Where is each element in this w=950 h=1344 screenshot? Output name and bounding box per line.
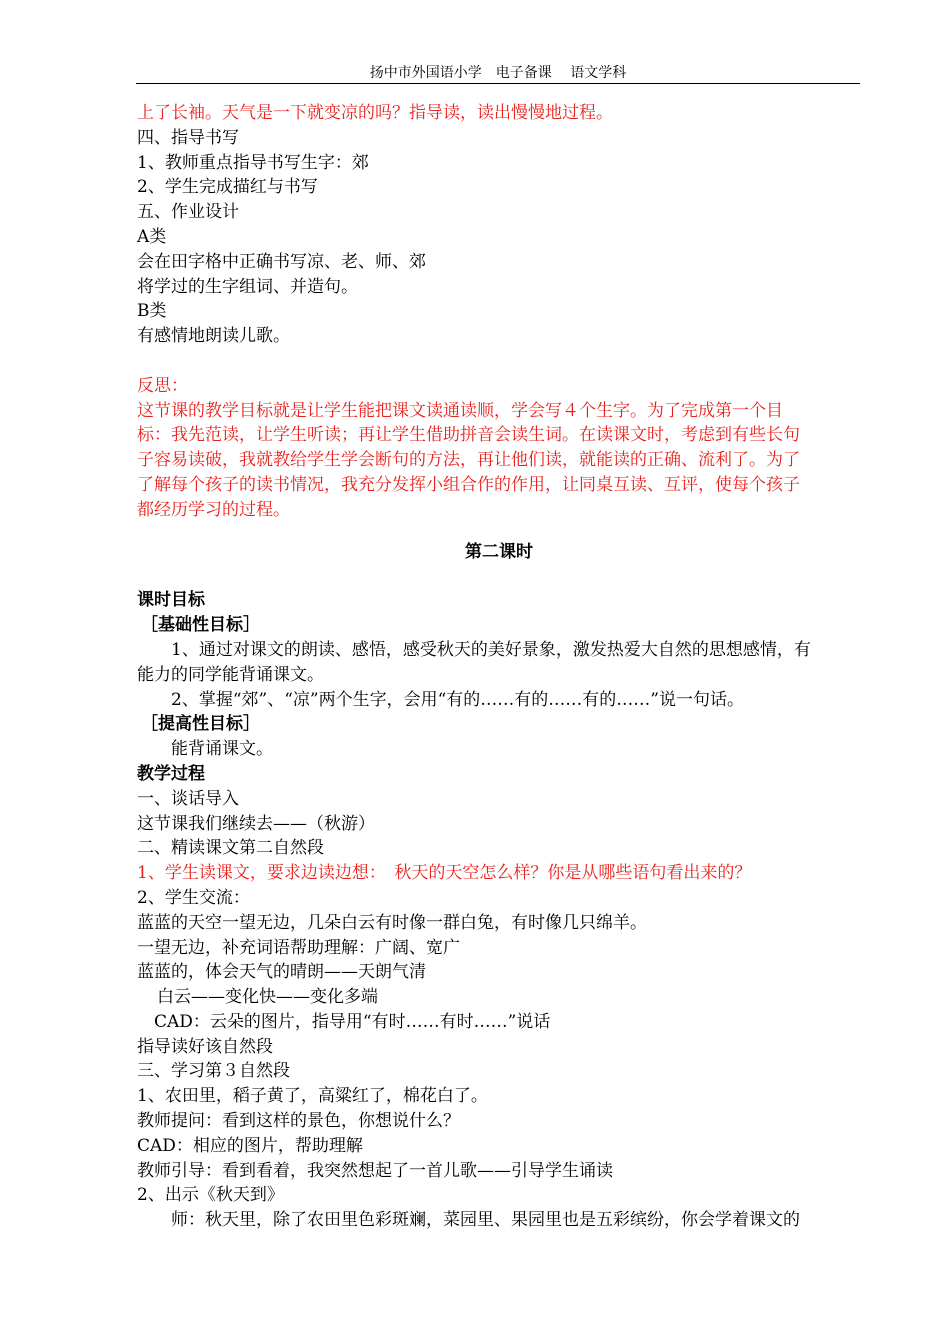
text-line: 2、学生交流： <box>137 887 250 908</box>
reflection-line: 都经历学习的过程。 <box>137 499 290 520</box>
text-line: 有感情地朗读儿歌。 <box>137 326 290 347</box>
text-line: CAD：云朵的图片，指导用“有时……有时……”说话 <box>154 1011 551 1032</box>
text-line: CAD：相应的图片，帮助理解 <box>137 1135 363 1156</box>
advanced-goals-title: ［提高性目标］ <box>141 714 260 735</box>
lesson-title: 第二课时 <box>465 541 533 562</box>
goal-item: 能背诵课文。 <box>171 739 273 760</box>
text-line: 教师提问：看到这样的景色，你想说什么？ <box>137 1111 460 1132</box>
section-heading: 二、精读课文第二自然段 <box>137 838 324 859</box>
reflection-line: 了解每个孩子的读书情况，我充分发挥小组合作的作用，让同桌互读、互评，使每个孩子 <box>137 474 800 495</box>
text-line: 2、出示《秋天到》 <box>137 1185 284 1206</box>
text-line: 一望无边，补充词语帮助理解：广阔、宽广 <box>137 937 460 958</box>
goals-title: 课时目标 <box>137 590 205 611</box>
text-line: 蓝蓝的，体会天气的晴朗——天朗气清 <box>137 962 426 983</box>
goal-item: 1、通过对课文的朗读、感悟，感受秋天的美好景象，激发热爱大自然的思想感情，有 <box>171 639 811 660</box>
text-line: 2、学生完成描红与书写 <box>137 177 318 198</box>
section-heading: 一、谈话导入 <box>137 788 239 809</box>
text-line: 1、农田里，稻子黄了，高粱红了，棉花白了。 <box>137 1086 488 1107</box>
header-divider <box>136 83 860 84</box>
basic-goals-title: ［基础性目标］ <box>141 615 260 636</box>
text-line: A类 <box>137 226 167 247</box>
text-line: 白云——变化快——变化多端 <box>157 987 378 1008</box>
goal-item: 2、掌握“郊”、“凉”两个生字，会用“有的……有的……有的……”说一句话。 <box>171 689 744 710</box>
text-line: 教师引导：看到看着，我突然想起了一首儿歌——引导学生诵读 <box>137 1160 613 1181</box>
reflection-line: 这节课的教学目标就是让学生能把课文读通读顺，学会写４个生字。为了完成第一个目 <box>137 400 783 421</box>
text-line: 上了长袖。天气是一下就变凉的吗？指导读，读出慢慢地过程。 <box>137 103 613 123</box>
text-line: 这节课我们继续去——（秋游） <box>137 813 375 834</box>
reflection-line: 子容易读破，我就教给学生学会断句的方法，再让他们读，就能读的正确、流利了。为了 <box>137 450 800 471</box>
section-heading: 四、指导书写 <box>137 127 239 148</box>
process-title: 教学过程 <box>137 763 205 784</box>
text-line: B类 <box>137 301 167 322</box>
section-heading: 三、学习第３自然段 <box>137 1061 290 1082</box>
page-header: 扬中市外国语小学 电子备课 语文学科 <box>369 65 627 81</box>
text-line: 将学过的生字组词、并造句。 <box>137 276 358 297</box>
text-line: 会在田字格中正确书写凉、老、师、郊 <box>137 251 426 272</box>
text-line: 1、学生读课文，要求边读边想： 秋天的天空怎么样？你是从哪些语句看出来的？ <box>137 863 752 884</box>
document-body <box>137 101 861 1233</box>
reflection-line: 标：我先范读，让学生听读；再让学生借助拼音会读生词。在读课文时，考虑到有些长句 <box>137 425 800 446</box>
goal-item-continued: 能力的同学能背诵课文。 <box>137 664 324 685</box>
section-heading: 五、作业设计 <box>137 202 239 223</box>
text-line: 指导读好该自然段 <box>137 1036 273 1057</box>
spacer <box>137 349 861 374</box>
text-line: 蓝蓝的天空一望无边，几朵白云有时像一群白兔，有时像几只绵羊。 <box>137 912 647 933</box>
reflection-title: 反思： <box>137 375 188 396</box>
text-line: 1、教师重点指导书写生字：郊 <box>137 152 369 173</box>
text-line: 师：秋天里，除了农田里色彩斑斓，菜园里、果园里也是五彩缤纷，你会学着课文的 <box>171 1210 800 1231</box>
